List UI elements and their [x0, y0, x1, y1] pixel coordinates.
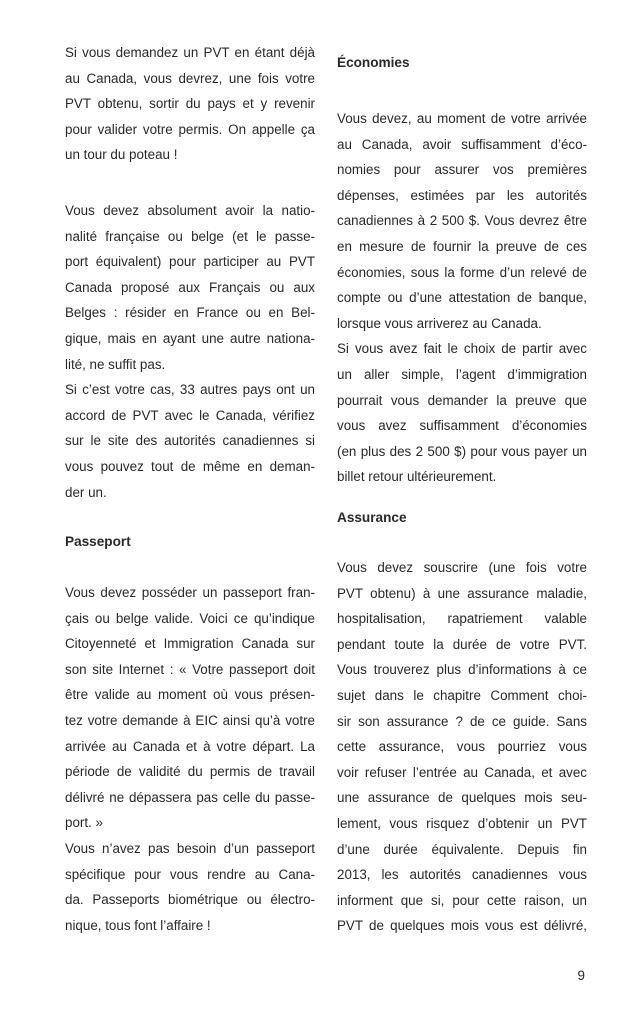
nationality-section [65, 198, 315, 505]
text-line: nique, tous font l’affaire ! [65, 917, 211, 933]
text-line: compte ou d’une attestation de banque, [337, 290, 587, 306]
text-line: sur le site des autorités canadiennes si [65, 433, 315, 449]
text-line: da. Passeports biométrique ou électro- [65, 892, 315, 908]
text-line: Vous devez, au moment de votre arrivée [337, 111, 587, 126]
text-line: délivré ne dépassera pas celle du passe- [65, 789, 315, 805]
text-line: pendant toute la durée de votre PVT. [337, 636, 587, 652]
text-line: port équivalent) pour participer au PVT [65, 254, 315, 270]
passport-section [65, 580, 315, 938]
paragraph [337, 106, 587, 336]
paragraph [65, 377, 315, 505]
text-line: cette assurance, vous pourriez vous [337, 739, 587, 755]
text-line: pour valider votre permis. On appelle ça [65, 121, 315, 137]
text-line: d’une durée équivalente. Depuis fin [337, 841, 587, 857]
text-line: son site Internet : « Votre passeport doit [65, 661, 315, 677]
savings-section [337, 106, 587, 490]
paragraph [65, 40, 315, 168]
paragraph [337, 336, 587, 490]
text-line: gique, mais en ayant une autre nationa- [65, 330, 315, 346]
text-line: Vous devez souscrire (une fois votre [337, 560, 587, 575]
text-line: çais ou belge valide. Voici ce qu’indique [65, 610, 315, 626]
text-line: un aller simple, l’agent d’immigration [337, 366, 587, 382]
paragraph [65, 580, 315, 836]
text-line: vous avez suffisamment d’économies [337, 418, 587, 434]
intro-section [65, 40, 315, 168]
text-line: Vous devez absolument avoir la natio- [65, 203, 315, 218]
savings-heading: Économies [337, 55, 410, 70]
text-line: dépenses, estimées par les autorités [337, 187, 587, 203]
text-line: pourrait vous demander la preuve que [337, 392, 587, 408]
passport-heading: Passeport [65, 534, 131, 549]
text-line: (en plus des 2 500 $) pour vous payer un [337, 443, 587, 459]
text-line: Vous n’avez pas besoin d’un passeport [65, 840, 315, 856]
text-line: au Canada, avoir suffisamment d’éco- [337, 136, 587, 152]
insurance-section [337, 555, 587, 939]
text-line: Canada proposé aux Français ou aux [65, 279, 315, 295]
text-line: lorsque vous arriverez au Canada. [337, 315, 542, 331]
text-line: Citoyenneté et Immigration Canada sur [65, 636, 315, 652]
text-line: lité, ne suffit pas. [65, 356, 166, 372]
text-line: tez votre demande à EIC ainsi qu’à votre [65, 712, 315, 728]
text-line: der un. [65, 484, 107, 500]
text-line: voir refuser l’entrée au Canada, et avec [337, 764, 587, 780]
text-line: canadiennes à 2 500 $. Vous devrez être [337, 213, 587, 229]
text-line: Si c’est votre cas, 33 autres pays ont un [65, 382, 315, 398]
text-line: hospitalisation, rapatriement valable [337, 611, 587, 627]
text-line: port. » [65, 815, 103, 831]
text-line: spécifique pour vous rendre au Cana- [65, 866, 315, 882]
text-line: PVT obtenu, sortir du pays et y revenir [65, 96, 315, 112]
paragraph [65, 198, 315, 377]
text-line: période de validité du permis de travail [65, 764, 315, 780]
text-line: un tour du poteau ! [65, 147, 178, 163]
text-line: économies, sous la forme d’un relevé de [337, 264, 587, 280]
text-line: sujet dans le chapitre Comment choi- [337, 687, 587, 703]
text-line: informent que si, pour cette raison, un [337, 892, 587, 908]
text-line: accord de PVT avec le Canada, vérifiez [65, 407, 315, 423]
text-line: 2013, les autorités canadiennes vous [337, 867, 587, 883]
text-line: Vous devez posséder un passeport fran- [65, 585, 315, 600]
insurance-heading: Assurance [337, 510, 407, 525]
text-line: en mesure de fournir la preuve de ces [337, 238, 587, 254]
text-line: Vous trouverez plus d’informations à ce [337, 662, 587, 678]
paragraph [65, 836, 315, 938]
text-line: vous pouvez tout de même en deman- [65, 458, 315, 474]
text-line: billet retour ultérieurement. [337, 469, 497, 485]
text-line: une assurance de quelques mois seu- [337, 790, 587, 806]
text-line: Si vous demandez un PVT en étant déjà [65, 45, 315, 60]
paragraph [337, 555, 587, 939]
text-line: PVT de quelques mois vous est délivré, [337, 918, 587, 934]
text-line: lement, vous risquez d’obtenir un PVT [337, 815, 587, 831]
text-line: sir son assurance ? de ce guide. Sans [337, 713, 587, 729]
page-number: 9 [577, 968, 585, 983]
text-line: nalité française ou belge (et le passe- [65, 228, 315, 244]
text-line: être valide au moment où vous présen- [65, 687, 315, 703]
text-line: PVT obtenu) à une assurance maladie, [337, 585, 587, 601]
text-line: Belges : résider en France ou en Bel- [65, 305, 315, 321]
text-line: Si vous avez fait le choix de partir avec [337, 341, 587, 357]
text-line: au Canada, vous devrez, une fois votre [65, 70, 315, 86]
text-line: nomies pour assurer vos premières [337, 162, 587, 178]
text-line: arrivée au Canada et à votre départ. La [65, 738, 315, 754]
